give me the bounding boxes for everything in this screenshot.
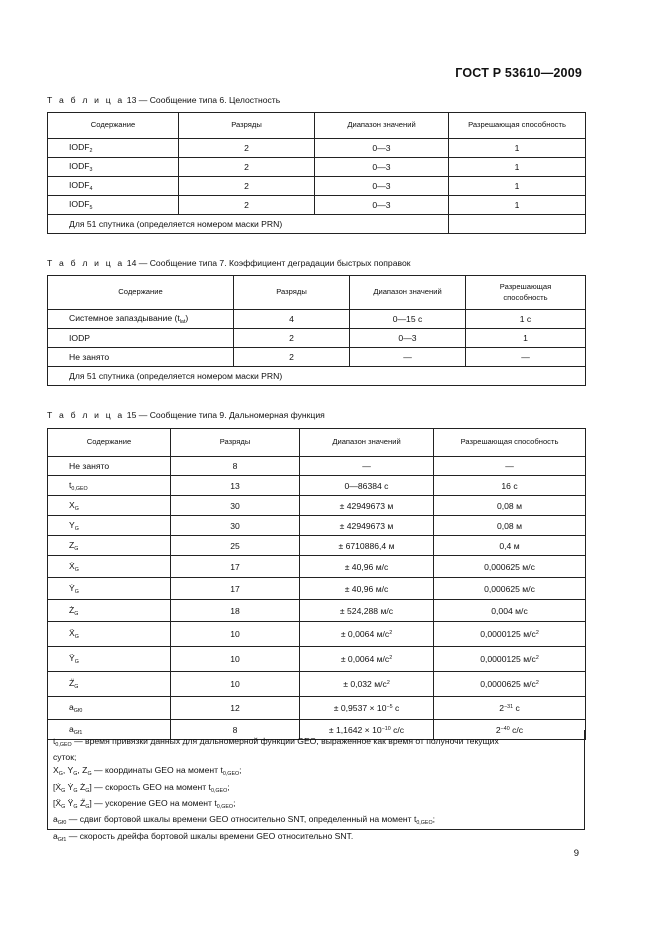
cell-content: $a_{Gf0}$: [48, 697, 171, 720]
cell-resolution: 0,4 м: [434, 536, 586, 556]
cell-bits: 10: [171, 647, 300, 672]
page-number: 9: [573, 848, 579, 859]
table-15-caption: [47, 410, 325, 420]
cell-bits: 2: [179, 196, 315, 215]
cell-content: $Ż_G$: [48, 600, 171, 622]
table-13-header-range: Диапазон значений: [315, 113, 449, 139]
cell-content: Ẏ$_G$: [48, 578, 171, 600]
table-15: [47, 428, 586, 740]
footnote-line: суток;: [53, 752, 77, 763]
cell-range: ± 6710886,4 м: [300, 536, 434, 556]
table-note-row: [48, 367, 586, 386]
table-14-header-range: Диапазон значений: [350, 276, 466, 310]
cell-range: ± 0,032 $м/с^2$: [300, 672, 434, 697]
table-row: [48, 457, 586, 476]
table-row: [48, 516, 586, 536]
cell-content: $IODF_5$: [48, 196, 179, 215]
cell-resolution: 0,0000125 $м/с^2$: [434, 647, 586, 672]
table-15-caption-word: Т а б л и ц а: [47, 410, 125, 420]
table-15-header-resolution: Разрешающая способность: [434, 429, 586, 457]
cell-bits: 2: [179, 139, 315, 158]
cell-content: Системное запаздывание $(t_{lat})$: [48, 310, 234, 329]
table-14-caption-word: Т а б л и ц а: [47, 258, 125, 268]
table-row: [48, 158, 586, 177]
table-row: [48, 329, 586, 348]
standard-header: ГОСТ Р 53610—2009: [455, 66, 582, 80]
cell-range: —: [300, 457, 434, 476]
table-row: [48, 496, 586, 516]
cell-resolution: 1: [449, 158, 586, 177]
cell-content: $a_{Gf1}$: [48, 720, 171, 740]
cell-bits: 8: [171, 457, 300, 476]
table-14-header-resolution: Разрешающая способность: [466, 276, 586, 310]
cell-bits: 25: [171, 536, 300, 556]
table-row: [48, 177, 586, 196]
table-row: [48, 600, 586, 622]
table-row: [48, 476, 586, 496]
cell-bits: 18: [171, 600, 300, 622]
cell-bits: 30: [171, 496, 300, 516]
table-row: [48, 578, 586, 600]
cell-resolution: $2^{-40}$ с/с: [434, 720, 586, 740]
table-14-header-bits: Разряды: [234, 276, 350, 310]
table-13-caption: [47, 95, 280, 105]
cell-range: ± 40,96 м/с: [300, 556, 434, 578]
cell-range: 0—3: [350, 329, 466, 348]
cell-bits: 4: [234, 310, 350, 329]
cell-resolution: 16 с: [434, 476, 586, 496]
cell-content: $X_G$: [48, 496, 171, 516]
footnote-line: $a_{Gf1}$ — скорость дрейфа бортовой шкалы времени GEO относительно SNT.: [53, 830, 354, 843]
table-14-caption: [47, 258, 411, 268]
cell-resolution: 1: [449, 139, 586, 158]
footnote-line: $X_G$, $Y_G$, $Z_G$ — координаты GEO на момент $t_{0,GEO}$;: [53, 765, 242, 777]
cell-range: 0—3: [315, 139, 449, 158]
cell-bits: 10: [171, 622, 300, 647]
cell-range: 0—15 с: [350, 310, 466, 329]
cell-range: ± 42949673 м: [300, 516, 434, 536]
cell-range: —: [350, 348, 466, 367]
cell-range: ± 524,288 м/с: [300, 600, 434, 622]
table-14-caption-text: 14 — Сообщение типа 7. Коэффициент деградации быстрых поправок: [124, 258, 411, 268]
cell-resolution: $2^{-31}$ с: [434, 697, 586, 720]
cell-content: $Z_G$: [48, 536, 171, 556]
table-row: [48, 310, 586, 329]
cell-range: 0—3: [315, 196, 449, 215]
cell-range: 0—86384 с: [300, 476, 434, 496]
table-15-header-bits: Разряды: [171, 429, 300, 457]
cell-bits: 30: [171, 516, 300, 536]
cell-range: ± 42949673 м: [300, 496, 434, 516]
table-13-note: Для 51 спутника (определяется номером маски PRN): [48, 215, 449, 234]
cell-bits: 17: [171, 556, 300, 578]
table-row: [48, 697, 586, 720]
table-13-header-resolution: Разрешающая способность: [449, 113, 586, 139]
table-row: [48, 139, 586, 158]
table-row: [48, 348, 586, 367]
cell-content: $Z̈_G$: [48, 672, 171, 697]
cell-resolution: 0,0000625 $м/с^2$: [434, 672, 586, 697]
cell-bits: 13: [171, 476, 300, 496]
table-row: [48, 647, 586, 672]
cell-range: ± 0,0064 $м/с^2$: [300, 622, 434, 647]
cell-resolution: 0,0000125 $м/с^2$: [434, 622, 586, 647]
cell-content: $IODF_2$: [48, 139, 179, 158]
cell-resolution: 1: [466, 329, 586, 348]
cell-bits: 2: [179, 158, 315, 177]
table-15-footnotes: [47, 730, 585, 843]
cell-range: ± 0,0064 $м/с^2$: [300, 647, 434, 672]
cell-bits: 10: [171, 672, 300, 697]
footnote-line: [Ẋ$_G$ Ẏ$_G$ $Ż_G$] — скорость GEO на момент $t_{0,GEO}$;: [53, 781, 230, 794]
table-13-caption-text: 13 — Сообщение типа 6. Целостность: [124, 95, 281, 105]
cell-content: $t_{0,GEO}$: [48, 476, 171, 496]
cell-bits: 8: [171, 720, 300, 740]
cell-range: ± 40,96 м/с: [300, 578, 434, 600]
footnote-line: $t_{0,GEO}$ — время привязки данных для дальномерной функции GEO, выраженное как время от полуночи текущих: [53, 736, 499, 748]
cell-range: 0—3: [315, 158, 449, 177]
table-15-header-content: Содержание: [48, 429, 171, 457]
cell-bits: 2: [179, 177, 315, 196]
table-15-caption-text: 15 — Сообщение типа 9. Дальномерная функция: [124, 410, 325, 420]
cell-resolution: 0,08 м: [434, 516, 586, 536]
cell-resolution: 0,004 м/с: [434, 600, 586, 622]
cell-resolution: 1: [449, 196, 586, 215]
cell-content: $IODF_3$: [48, 158, 179, 177]
table-note-row: [48, 215, 586, 234]
table-13-header-bits: Разряды: [179, 113, 315, 139]
cell-range: 0—3: [315, 177, 449, 196]
cell-resolution: —: [466, 348, 586, 367]
cell-content: Не занято: [48, 457, 171, 476]
table-13-header-content: Содержание: [48, 113, 179, 139]
table-14-header-content: Содержание: [48, 276, 234, 310]
table-row: [48, 556, 586, 578]
cell-bits: 2: [234, 329, 350, 348]
table-row: [48, 672, 586, 697]
cell-content: Не занято: [48, 348, 234, 367]
footnote-line: $a_{Gf0}$ — сдвиг бортовой шкалы времени GEO относительно SNT, определенный на момент $t_{0,GEO}$;: [53, 814, 436, 827]
cell-resolution: —: [434, 457, 586, 476]
cell-content: $Y_G$: [48, 516, 171, 536]
table-row: [48, 536, 586, 556]
footnote-line: [Ẍ$_G$ $Ÿ_G$ $Z̈_G$] — ускорение GEO на момент $t_{0,GEO}$;: [53, 797, 236, 810]
cell-resolution: 0,000625 м/с: [434, 578, 586, 600]
cell-resolution: 0,08 м: [434, 496, 586, 516]
cell-resolution: 1 с: [466, 310, 586, 329]
cell-resolution: 0,000625 м/с: [434, 556, 586, 578]
cell-bits: 2: [234, 348, 350, 367]
table-15-header-range: Диапазон значений: [300, 429, 434, 457]
table-row: [48, 622, 586, 647]
cell-content: $Ÿ_G$: [48, 647, 171, 672]
table-13-caption-word: Т а б л и ц а: [47, 95, 125, 105]
table-row: [48, 196, 586, 215]
cell-content: Ẋ$_G$: [48, 556, 171, 578]
cell-range: ± $0,9537 \times 10^{-5}$ с: [300, 697, 434, 720]
cell-bits: 17: [171, 578, 300, 600]
table-13: [47, 112, 586, 234]
cell-content: Ẍ$_G$: [48, 622, 171, 647]
table-14-note: Для 51 спутника (определяется номером маски PRN): [48, 367, 586, 386]
table-14: [47, 275, 586, 386]
cell-content: $IODF_4$: [48, 177, 179, 196]
cell-resolution: 1: [449, 177, 586, 196]
cell-content: IODP: [48, 329, 234, 348]
cell-bits: 12: [171, 697, 300, 720]
cell-range: ± $1,1642 \times 10^{-10}$ с/с: [300, 720, 434, 740]
